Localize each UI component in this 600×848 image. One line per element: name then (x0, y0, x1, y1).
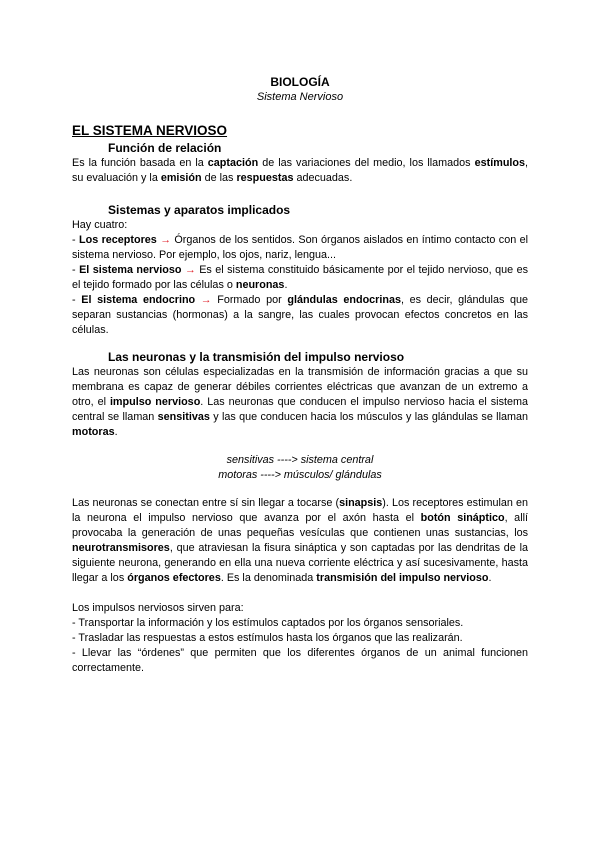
right-arrow-icon: → (160, 234, 171, 246)
text: Es el sistema constituido básicamente por el tejido nervioso, que es el tejido formado por las células o (72, 264, 529, 291)
bold-term: respuestas (236, 172, 294, 184)
text: , que atraviesan la fisura sináptica y son captadas por las dendritas de la siguiente neurona, generando en ella una nueva corriente eléctrica y así sucesivamente, hasta llegar a los (72, 542, 528, 584)
bold-term: órganos efectores (127, 572, 221, 584)
dash: - (72, 264, 80, 276)
uses-intro: Los impulsos nerviosos sirven para: (72, 602, 244, 614)
document-title: BIOLOGÍA (270, 75, 330, 89)
section-heading-funcion: Función de relación (108, 141, 222, 155)
list-item-use-1: - Transportar la información y los estímulos captados por los órganos sensoriales. (72, 617, 464, 629)
text: , allí provocaba la generación de unas pequeñas vesículas que contienen unas sustancias, los (72, 512, 528, 539)
bold-term: sinapsis (339, 497, 383, 509)
document-subtitle: Sistema Nervioso (256, 91, 344, 103)
text: , su evaluación y la (72, 157, 529, 184)
paragraph-funcion-relacion (72, 156, 528, 186)
section-heading-neuronas: Las neuronas y la transmisión del impulso nervioso (108, 350, 405, 364)
right-arrow-icon: → (184, 264, 196, 276)
bold-term: El sistema nervioso (79, 264, 182, 276)
bold-term: El sistema endocrino (81, 294, 196, 306)
list-item-use-3: - Llevar las “órdenes” que permiten que los diferentes órganos de un animal funcionen correctamente. (72, 647, 528, 674)
dash: - (72, 234, 79, 246)
right-arrow-icon: → (200, 294, 212, 306)
intro-hay-cuatro: Hay cuatro: (72, 219, 128, 231)
dash: - (72, 294, 82, 306)
bold-term: sensitivas (157, 411, 210, 423)
text: . (488, 572, 492, 584)
text: adecuadas. (293, 172, 353, 184)
bold-term: estímulos (474, 157, 526, 169)
list-item-sistema-endocrino (72, 293, 528, 338)
paragraph-neuronas (72, 365, 528, 440)
text: ). Los receptores estimulan en la neurona el impulso nervioso que avanza por el axón hasta el (72, 497, 529, 524)
bold-term: neuronas (235, 279, 285, 291)
text: y las que conducen hacia los músculos y las glándulas se llaman (209, 411, 528, 423)
bold-term: botón sináptico (420, 512, 505, 524)
bold-term: motoras (72, 426, 115, 438)
bold-term: glándulas endocrinas (287, 294, 401, 306)
text: de las variaciones del medio, los llamados (258, 157, 475, 169)
text: de las (201, 172, 237, 184)
text: Órganos de los sentidos. Son órganos aislados en íntimo contacto con el sistema nervioso. Por ejemplo, los ojos, nariz, lengua... (72, 234, 528, 261)
bold-term: transmisión del impulso nervioso (316, 572, 489, 584)
list-item-sistema-nervioso (72, 263, 528, 293)
text: . (284, 279, 288, 291)
main-heading: EL SISTEMA NERVIOSO (72, 123, 228, 138)
text: . Es la denominada (220, 572, 317, 584)
scheme-line-motoras: motoras ----> músculos/ glándulas (218, 469, 382, 481)
text: Es la función basada en la (72, 157, 208, 169)
text: Las neuronas son células especializadas en la transmisión de información gracias a que su membrana es capaz de generar débiles corrientes eléctricas que avanzan de un extremo a otro, el (72, 366, 528, 408)
text: Las neuronas se conectan entre sí sin llegar a tocarse ( (72, 497, 340, 509)
text: , es decir, glándulas que separan sustancias (hormonas) a la sangre, las cuales provocan efectos concretos en las células. (72, 294, 529, 336)
list-item-use-2: - Trasladar las respuestas a estos estímulos hasta los órganos que las realizarán. (72, 632, 463, 644)
scheme-line-sensitivas: sensitivas ----> sistema central (226, 454, 374, 466)
paragraph-sinapsis (72, 496, 528, 586)
bold-term: Los receptores (79, 234, 157, 246)
bold-term: emisión (160, 172, 202, 184)
bold-term: captación (207, 157, 259, 169)
section-heading-sistemas: Sistemas y aparatos implicados (108, 203, 291, 217)
bold-term: neurotransmisores (72, 542, 170, 554)
text: . Las neuronas que conducen el impulso nervioso hacia el sistema central se llaman (72, 396, 528, 423)
text: . (114, 426, 118, 438)
bold-term: impulso nervioso (109, 396, 201, 408)
list-item-receptores (72, 233, 528, 263)
text: Formado por (211, 294, 288, 306)
